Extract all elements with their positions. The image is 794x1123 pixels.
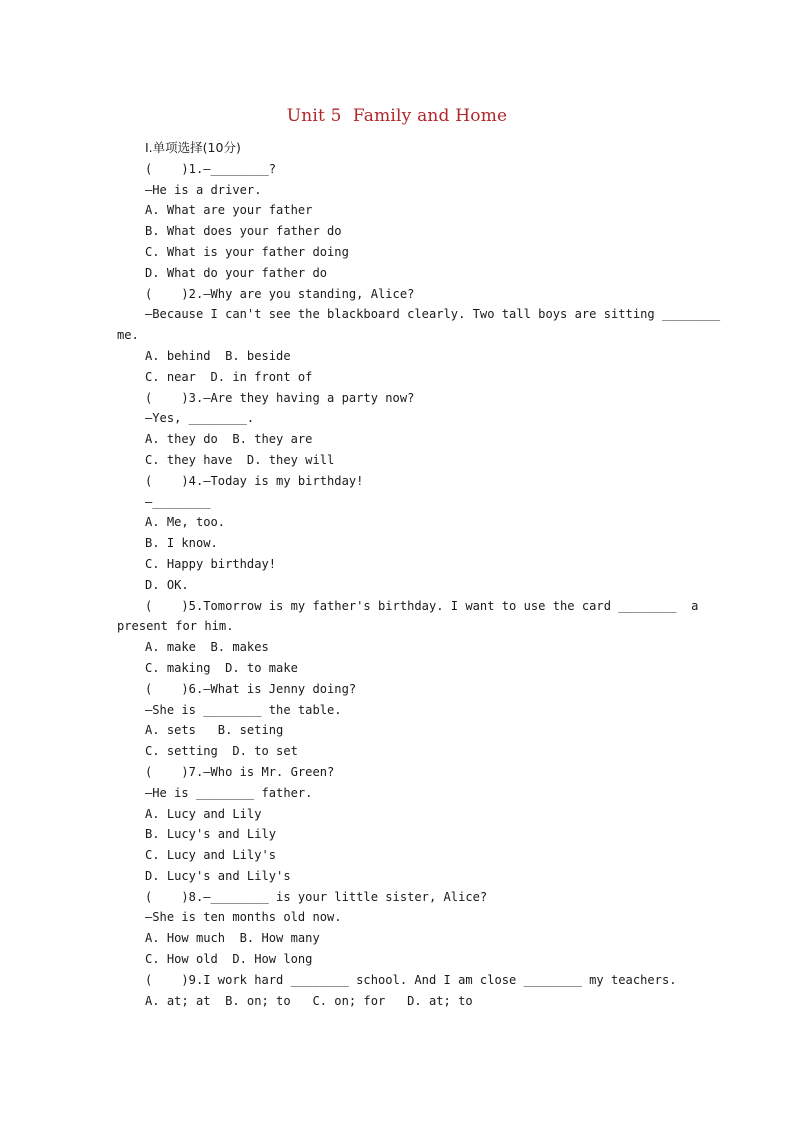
- question-reply: —He is a driver.: [145, 182, 262, 197]
- question-reply: —Yes, ________.: [145, 411, 255, 426]
- question-stem: ( )4.—Today is my birthday!: [145, 473, 364, 488]
- answer-option: C. making D. to make: [145, 660, 298, 675]
- answer-option: C. What is your father doing: [145, 244, 349, 259]
- answer-option: A. make B. makes: [145, 640, 269, 655]
- answer-option: A. How much B. How many: [145, 931, 320, 946]
- section-heading: Ⅰ.单项选择(10分): [145, 140, 241, 155]
- answer-option: C. Happy birthday!: [145, 556, 277, 571]
- answer-option: B. I know.: [145, 536, 218, 551]
- answer-option: B. What does your father do: [145, 224, 342, 239]
- exercise-content: [117, 138, 721, 1011]
- answer-option: A. Me, too.: [145, 515, 226, 530]
- answer-option: A. at; at B. on; to C. on; for D. at; to: [145, 993, 473, 1008]
- answer-option: C. Lucy and Lily's: [145, 848, 277, 863]
- question-reply: —She is ________ the table.: [145, 702, 342, 717]
- question-stem: ( )1.—________?: [145, 161, 277, 176]
- question-stem: ( )7.—Who is Mr. Green?: [145, 764, 335, 779]
- answer-option: D. What do your father do: [145, 265, 328, 280]
- question-reply: —Because I can't see the blackboard clearly. Two tall boys are sitting ________: [145, 307, 721, 322]
- answer-option: A. sets B. seting: [145, 723, 284, 738]
- question-reply: —She is ten months old now.: [145, 910, 342, 925]
- answer-option: A. they do B. they are: [145, 432, 313, 447]
- answer-option: C. they have D. they will: [145, 452, 335, 467]
- answer-option: C. setting D. to set: [145, 744, 298, 759]
- answer-option: A. behind B. beside: [145, 348, 291, 363]
- question-reply-continued: me.: [117, 328, 139, 343]
- answer-option: A. What are your father: [145, 203, 313, 218]
- question-stem: ( )9.I work hard ________ school. And I am close ________ my teachers.: [145, 972, 677, 987]
- question-stem: ( )3.—Are they having a party now?: [145, 390, 415, 405]
- answer-option: D. Lucy's and Lily's: [145, 868, 291, 883]
- question-stem: ( )6.—What is Jenny doing?: [145, 681, 357, 696]
- answer-option: C. How old D. How long: [145, 952, 313, 967]
- question-stem: ( )5.Tomorrow is my father's birthday. I want to use the card ________ a: [145, 598, 699, 613]
- question-reply: —________: [145, 494, 211, 509]
- question-stem-continued: present for him.: [117, 619, 234, 634]
- question-reply: —He is ________ father.: [145, 785, 313, 800]
- question-stem: ( )8.—________ is your little sister, Alice?: [145, 889, 488, 904]
- answer-option: C. near D. in front of: [145, 369, 313, 384]
- answer-option: A. Lucy and Lily: [145, 806, 262, 821]
- unit-title: Unit 5 Family and Home: [286, 106, 508, 126]
- answer-option: B. Lucy's and Lily: [145, 827, 277, 842]
- question-stem: ( )2.—Why are you standing, Alice?: [145, 286, 415, 301]
- answer-option: D. OK.: [145, 577, 189, 592]
